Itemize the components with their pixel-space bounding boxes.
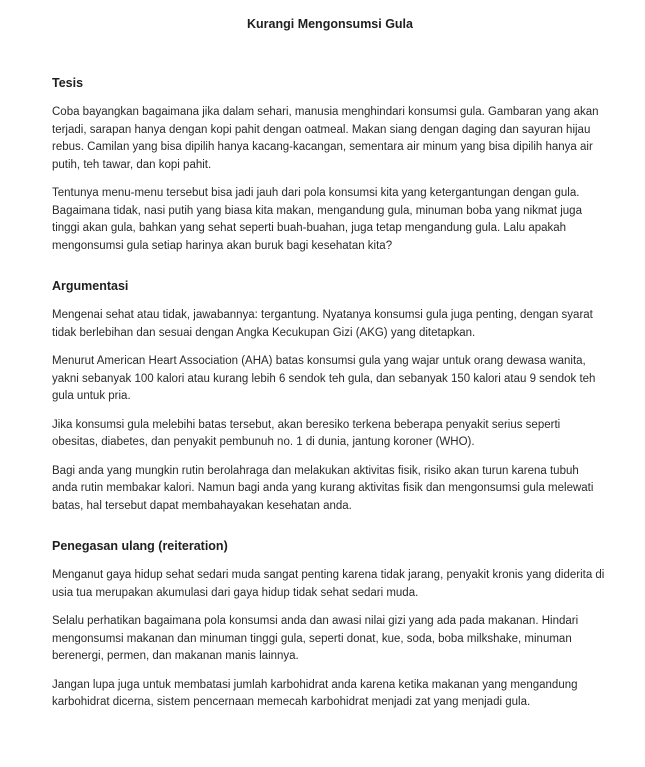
section-argumentasi <box>52 279 608 515</box>
paragraph: Menganut gaya hidup sehat sedari muda sangat penting karena tidak jarang, penyakit kronis yang diderita di usia tua merupakan akumulasi dari gaya hidup tidak sehat sedari muda. <box>52 569 605 599</box>
paragraph: Menurut American Heart Association (AHA) batas konsumsi gula yang wajar untuk orang dewasa wanita, yakni sebanyak 100 kalori atau kurang lebih 6 sendok teh gula, dan sebanyak 150 kalori atau 9 sendok teh gula untuk pria. <box>52 355 596 402</box>
document-title: Kurangi Mengonsumsi Gula <box>247 17 413 31</box>
paragraph: Jika konsumsi gula melebihi batas tersebut, akan beresiko terkena beberapa penyakit serius seperti obesitas, diabetes, dan penyakit pembunuh no. 1 di dunia, jantung koroner (WHO). <box>52 418 561 448</box>
section-penegasan-ulang <box>52 539 608 712</box>
paragraph: Tentunya menu-menu tersebut bisa jadi jauh dari pola konsumsi kita yang ketergantungan dengan gula. Bagaimana tidak, nasi putih yang biasa kita makan, mengandung gula, minuman boba yang nikmat juga tinggi akan gula, bahkan yang sehat seperti buah-buahan, juga tetap mengandung gula. Lalu apakah mengonsumsi gula setiap harinya akan buruk bagi kesehatan kita? <box>52 187 582 252</box>
paragraph: Mengenai sehat atau tidak, jawabannya: tergantung. Nyatanya konsumsi gula juga penting, dengan syarat tidak berlebihan dan sesuai dengan Angka Kecukupan Gizi (AKG) yang ditetapkan. <box>52 309 593 339</box>
paragraph: Jangan lupa juga untuk membatasi jumlah karbohidrat anda karena ketika makanan yang mengandung karbohidrat dicerna, sistem pencernaan memecah karbohidrat menjadi zat yang menjadi gula. <box>52 678 578 708</box>
paragraph: Selalu perhatikan bagaimana pola konsumsi anda dan awasi nilai gizi yang ada pada makanan. Hindari mengonsumsi makanan dan minuman tinggi gula, seperti donat, kue, soda, boba milkshake, minuman berenergi, permen, dan makanan manis lainnya. <box>52 615 579 662</box>
section-heading-penegasan-ulang: Penegasan ulang (reiteration) <box>52 539 228 553</box>
paragraph: Coba bayangkan bagaimana jika dalam sehari, manusia menghindari konsumsi gula. Gambaran yang akan terjadi, sarapan hanya dengan kopi pahit dengan oatmeal. Makan siang dengan daging dan sayuran hijau rebus. Camilan yang bisa dipilih hanya kacang-kacangan, sementara air minum yang bisa dipilih hanya air putih, teh tawar, dan kopi pahit. <box>52 106 599 171</box>
section-heading-argumentasi: Argumentasi <box>52 279 129 293</box>
section-tesis <box>52 76 608 255</box>
section-heading-tesis: Tesis <box>52 76 84 90</box>
paragraph: Bagi anda yang mungkin rutin berolahraga dan melakukan aktivitas fisik, risiko akan turun karena tubuh anda rutin membakar kalori. Namun bagi anda yang kurang aktivitas fisik dan mengonsumsi gula melewati batas, hal tersebut dapat membahayakan kesehatan anda. <box>52 464 594 512</box>
